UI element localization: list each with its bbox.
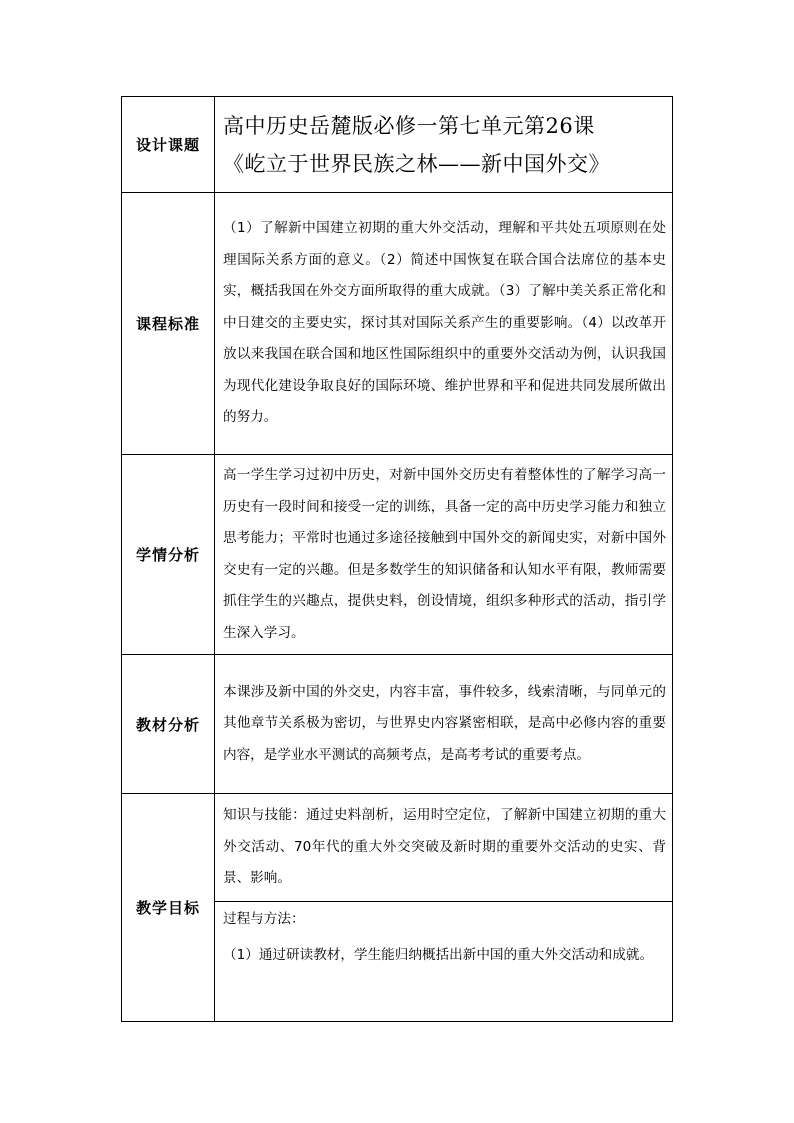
student-analysis-text: 高一学生学习过初中历史，对新中国外交历史有着整体性的了解学习高一历史有一段时间和接受一定的训练，具备一定的高中历史学习能力和独立思考能力；平常时也通过多途径接触到中国外交的新闻史实，对新中国外交史有一定的兴趣。但是多数学生的知识储备和认知水平有限，教师需要抓住学生的兴趣点，提供史料，创设情境，组织多种形式的活动，指引学生深入学习。 [215,455,673,655]
textbook-analysis-text: 本课涉及新中国的外交史，内容丰富，事件较多，线索清晰，与同单元的其他章节关系极为密切，与世界史内容紧密相联，是高中必修内容的重要内容，是学业水平测试的高频考点，是高考考试的重要考点。 [215,655,673,794]
row-design-topic [122,97,673,193]
label-teaching-goal: 教学目标 [122,794,215,1022]
row-curriculum-standard [122,193,673,455]
lesson-title [215,97,673,193]
lesson-title-line2: 《屹立于世界民族之林——新中国外交》 [223,151,610,176]
row-teaching-goal-knowledge [122,794,673,902]
goal-knowledge-text: 知识与技能：通过史料剖析，运用时空定位，了解新中国建立初期的重大外交活动、70年代的重大外交突破及新时期的重要外交活动的史实、背景、影响。 [215,794,673,902]
lesson-title-line1: 高中历史岳麓版必修一第七单元第26课 [223,113,595,138]
lesson-plan-table [121,96,673,1022]
label-curriculum-standard: 课程标准 [122,193,215,455]
goal-process-item-1: （1）通过研读教材，学生能归纳概括出新中国的重大外交活动和成就。 [223,946,654,963]
goal-process-heading: 过程与方法： [223,911,305,927]
curriculum-standard-text: （1）了解新中国建立初期的重大外交活动，理解和平共处五项原则在处理国际关系方面的意义。（2）简述中国恢复在联合国合法席位的基本史实，概括我国在外交方面所取得的重大成就。（3）了解中美关系正常化和中日建交的主要史实，探讨其对国际关系产生的重要影响。（4）以改革开放以来我国在联合国和地区性国际组织中的重要外交活动为例，认识我国为现代化建设争取良好的国际环境、维护世界和平和促进共同发展所做出的努力。 [215,193,673,455]
label-student-analysis: 学情分析 [122,455,215,655]
row-student-analysis [122,455,673,655]
row-textbook-analysis [122,655,673,794]
label-design-topic: 设计课题 [122,97,215,193]
label-textbook-analysis: 教材分析 [122,655,215,794]
goal-process-cell [215,902,673,1022]
